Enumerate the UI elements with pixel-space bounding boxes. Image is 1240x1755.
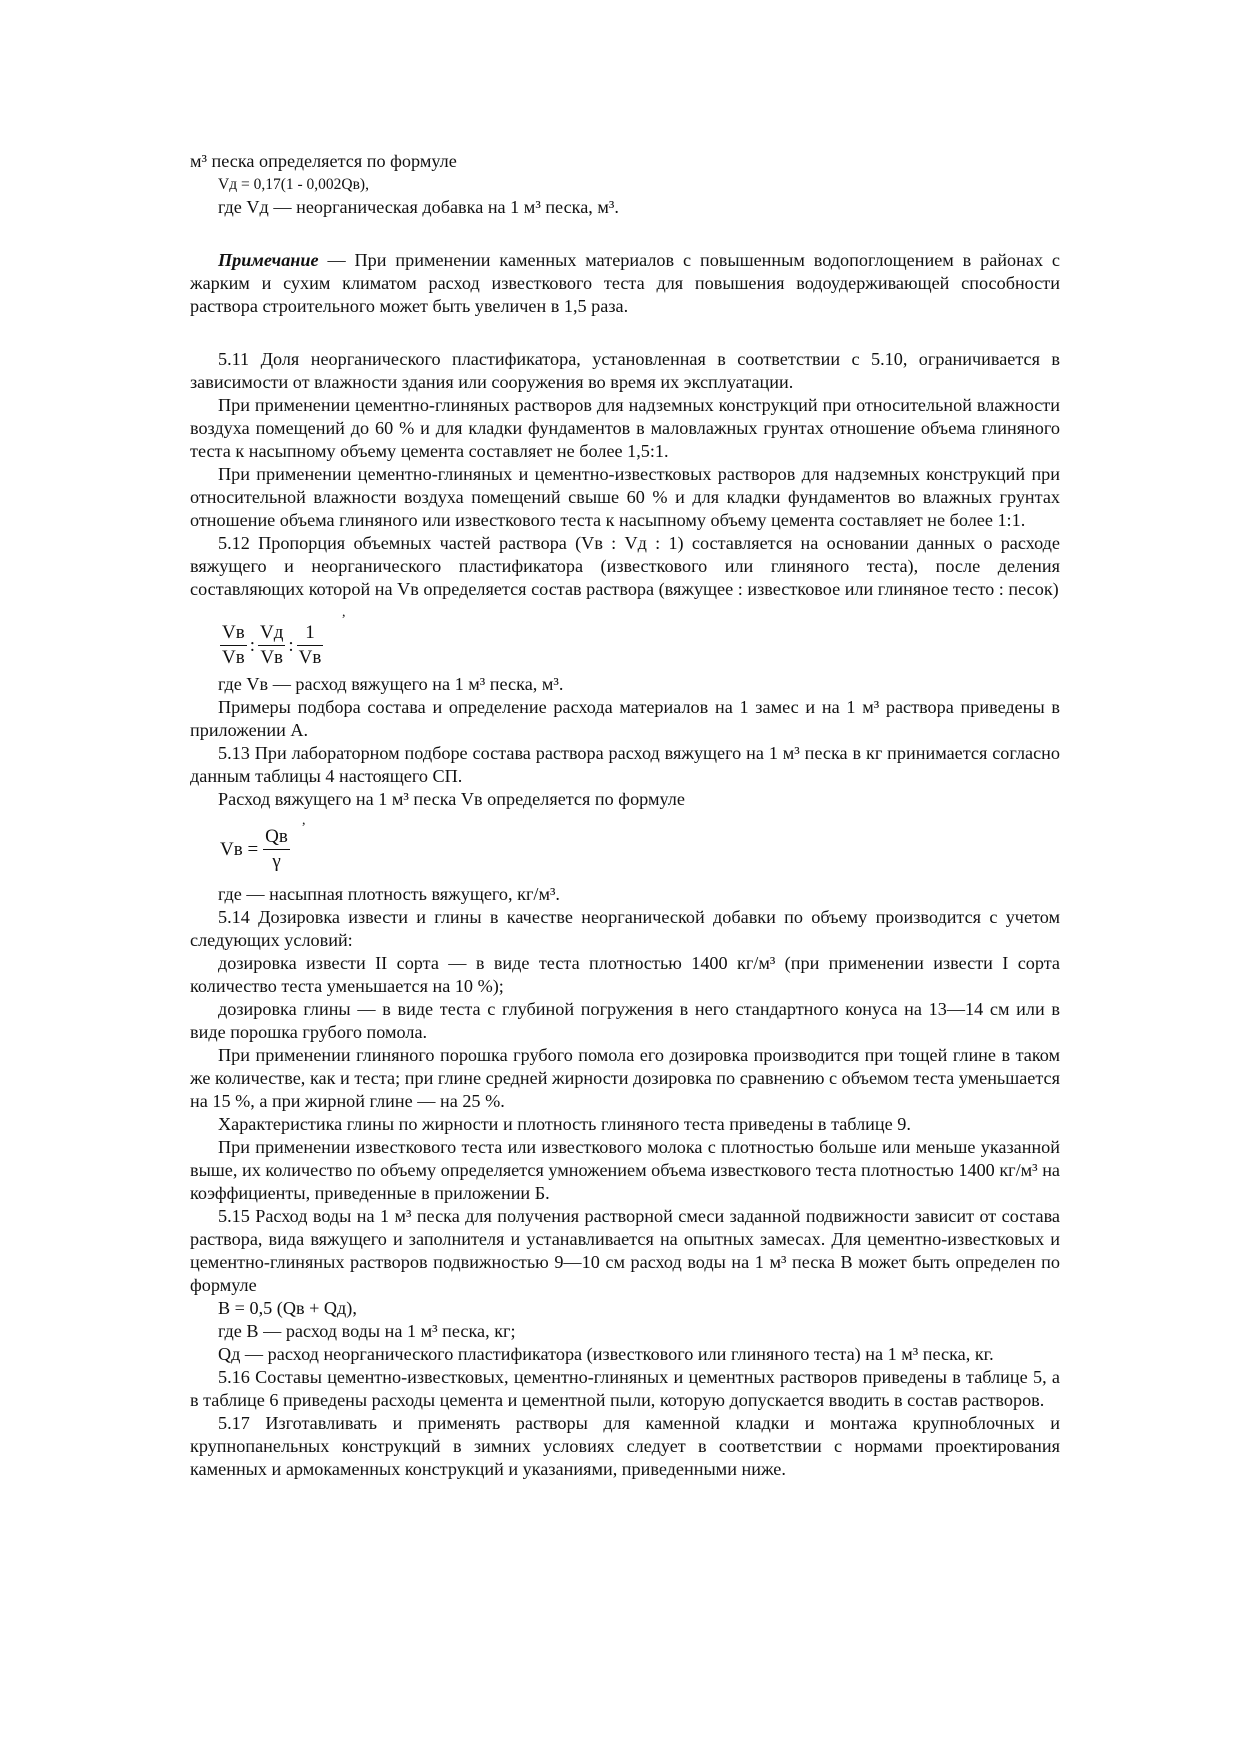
- clause-5-11-para-2: При применении цементно-глиняных растворов для надземных конструкций при относительной влажности воздуха помещений до 60 % и для кладки фундаментов в маловлажных грунтах отношение объема глиняного теста к насыпному объему цемента составляет не более 1,5:1.: [190, 395, 1060, 461]
- clause-5-14-powder: При применении глиняного порошка грубого помола его дозировка производится при тощей глине в таком же количестве, как и теста; при глине средней жирности дозировка по сравнению с объемом теста уменьшается на 15 %, а при жирной глине — на 25 %.: [190, 1045, 1060, 1111]
- fraction-3: [297, 621, 324, 670]
- binder-where: где — насыпная плотность вяжущего, кг/м³.: [218, 884, 560, 904]
- fraction-q-gamma: [263, 825, 290, 874]
- note-text: — При применении каменных материалов с повышенным водопоглощением в районах с жарким и сухим климатом расход известкового теста для повышения водоудерживающей способности раствора строительного может быть увеличен в 1,5 раза.: [190, 250, 1060, 316]
- clause-5-17: 5.17 Изготавливать и применять растворы для каменной кладки и монтажа крупноблочных и крупнопанельных конструкций в зимних условиях следует в соответствии с нормами проектирования каменных и армокаменных конструкций и указаниями, приведенными ниже.: [190, 1413, 1060, 1479]
- formula-vd: Vд = 0,17(1 - 0,002Qв),: [218, 176, 369, 193]
- formula-tick: ,: [302, 813, 306, 828]
- clause-5-16: 5.16 Составы цементно-известковых, цементно-глиняных и цементных растворов приведены в таблице 5, а в таблице 6 приведены расходы цемента и цементной пыли, которую допускается вводить в состав растворов.: [190, 1367, 1060, 1410]
- fraction-1-den: Vв: [222, 647, 245, 668]
- clause-5-12: 5.12 Пропорция объемных частей раствора (Vв : Vд : 1) составляется на основании данных о расходе вяжущего и неорганического пластификатора (известкового или глиняного теста), после деления составляющих которой на Vв определяется состав раствора (вяжущее : известковое или глиняное тесто : песок): [190, 533, 1060, 599]
- fraction-num: Qв: [265, 826, 288, 847]
- examples-paragraph: Примеры подбора состава и определение расхода материалов на 1 замес и на 1 м³ раствора приведены в приложении А.: [190, 697, 1060, 740]
- colon-1: :: [249, 635, 255, 656]
- formula-intro: м³ песка определяется по формуле: [190, 151, 457, 171]
- binder-formula: [190, 811, 1060, 883]
- water-formula: B = 0,5 (Qв + Qд),: [218, 1298, 357, 1318]
- clause-5-14-clay: дозировка глины — в виде теста с глубиной погружения в него стандартного конуса на 13—14 см или в виде порошка грубого помола.: [190, 999, 1060, 1042]
- colon-2: :: [288, 635, 294, 656]
- fraction-2-den: Vв: [258, 645, 285, 670]
- clause-5-14-characteristic: Характеристика глины по жирности и плотность глиняного теста приведены в таблице 9.: [218, 1114, 911, 1134]
- water-where-2: Qд — расход неорганического пластификатора (известкового или глиняного теста) на 1 м³ песка, кг.: [218, 1344, 994, 1364]
- proportion-where: где Vв — расход вяжущего на 1 м³ песка, м³.: [218, 674, 564, 694]
- clause-5-13-para-2: Расход вяжущего на 1 м³ песка Vв определяется по формуле: [218, 789, 685, 809]
- formula-lhs: Vв =: [220, 839, 259, 860]
- clause-5-14-lime: дозировка извести II сорта — в виде теста плотностью 1400 кг/м³ (при применении извести I сорта количество теста уменьшается на 10 %);: [190, 953, 1060, 996]
- note-paragraph: [190, 249, 1060, 318]
- clause-5-13: 5.13 При лабораторном подборе состава раствора расход вяжущего на 1 м³ песка в кг принимается согласно данным таблицы 4 настоящего СП.: [190, 743, 1060, 786]
- fraction-den: γ: [263, 849, 290, 874]
- fraction-1: [220, 621, 247, 670]
- note-label: Примечание: [218, 250, 319, 270]
- formula-vd-where: где Vд — неорганическая добавка на 1 м³ песка, м³.: [218, 197, 619, 217]
- document-page: [190, 150, 1060, 1481]
- clause-5-14: 5.14 Дозировка извести и глины в качестве неорганической добавки по объему производится с учетом следующих условий:: [190, 907, 1060, 950]
- clause-5-11-para-3: При применении цементно-глиняных и цементно-известковых растворов для надземных конструкций при относительной влажности воздуха помещений свыше 60 % и для кладки фундаментов во влажных грунтах отношение объема глиняного или известкового теста к насыпному объему цемента составляет не более 1:1.: [190, 464, 1060, 530]
- clause-5-14-lime-milk: При применении известкового теста или известкового молока с плотностью больше или меньше указанной выше, их количество по объему определяется умножением объема известкового теста плотностью 1400 кг/м³ на коэффициенты, приведенные в приложении Б.: [190, 1137, 1060, 1203]
- fraction-2: [258, 621, 285, 670]
- proportion-formula: [190, 601, 1060, 673]
- formula-tick: ,: [342, 605, 346, 620]
- fraction-3-num: 1: [305, 622, 315, 643]
- clause-5-11: 5.11 Доля неорганического пластификатора, установленная в соответствии с 5.10, ограничивается в зависимости от влажности здания или сооружения во время их эксплуатации.: [190, 349, 1060, 392]
- water-where-1: где B — расход воды на 1 м³ песка, кг;: [218, 1321, 516, 1341]
- fraction-1-num: Vв: [222, 622, 245, 643]
- clause-5-15: 5.15 Расход воды на 1 м³ песка для получения растворной смеси заданной подвижности зависит от состава раствора, вида вяжущего и заполнителя и устанавливается на опытных замесах. Для цементно-известковых и цементно-глиняных растворов подвижностью 9—10 см расход воды на 1 м³ песка B может быть определен по формуле: [190, 1206, 1060, 1295]
- fraction-2-num: Vд: [259, 622, 284, 643]
- fraction-3-den: Vв: [298, 647, 322, 668]
